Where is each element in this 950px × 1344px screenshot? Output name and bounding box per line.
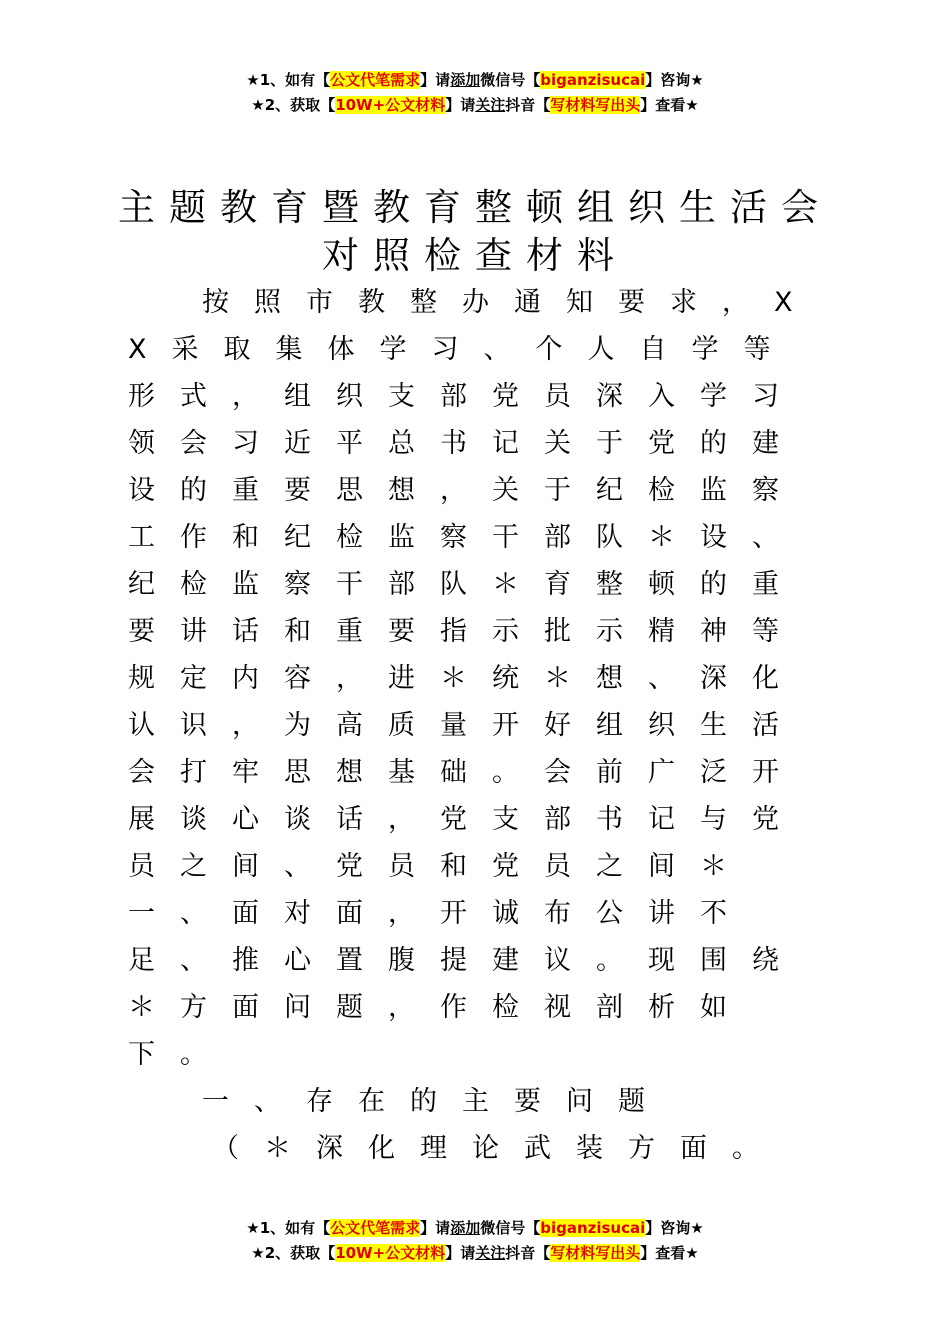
section-heading: 一、存在的主要问题	[202, 1086, 670, 1117]
banner-text: 】请	[420, 71, 451, 89]
footer-banner	[0, 1216, 950, 1266]
highlight-text: 公文代笔需求	[330, 71, 421, 89]
underlined-text: 关注	[475, 1244, 506, 1262]
subsection-heading: （＊深化理论武装方面。	[212, 1133, 784, 1164]
document-title-line-2: 对照检查材料	[322, 234, 628, 277]
banner-text: 微信号【	[480, 71, 541, 89]
banner-text: 】请	[445, 1244, 476, 1262]
underlined-text: 添加	[450, 1219, 481, 1237]
highlight-text: 10W+公文材料	[335, 1244, 446, 1262]
banner-text: 】咨询★	[645, 1219, 704, 1237]
highlight-text: 写材料写出头	[550, 96, 641, 114]
banner-line-2	[0, 1241, 950, 1266]
banner-text: 抖音【	[505, 96, 551, 114]
underlined-text: 添加	[450, 71, 481, 89]
banner-text: 】咨询★	[645, 71, 704, 89]
header-banner	[0, 68, 950, 118]
banner-text: ★1、如有【	[246, 71, 331, 89]
body-paragraph: 按照市教整办通知要求，XX采取集体学习、个人自学等形式，组织支部党员深入学习领会习近平总书记关于党的建设的重要思想，关于纪检监察工作和纪检监察干部队＊设、纪检监察干部队＊育整顿的重要讲话和重要指示批示精神等规定内容，进＊统＊想、深化认识，为高质量开好组织生活会打牢思想基础。会前广泛开展谈心谈话，党支部书记与党员之间、党员和党员之间＊一、面对面，开诚布公讲不足、推心置腹提建议。现围绕＊方面问题，作检视剖析如下。	[128, 287, 818, 1070]
banner-text: 】请	[420, 1219, 451, 1237]
banner-text: 抖音【	[505, 1244, 551, 1262]
banner-text: ★2、获取【	[251, 1244, 336, 1262]
highlight-text: 10W+公文材料	[335, 96, 446, 114]
banner-line-1	[0, 1216, 950, 1241]
document-body	[128, 279, 818, 1172]
banner-text: ★2、获取【	[251, 96, 336, 114]
banner-text: 】请	[445, 96, 476, 114]
highlight-text: 公文代笔需求	[330, 1219, 421, 1237]
banner-text: ★1、如有【	[246, 1219, 331, 1237]
banner-line-2	[0, 93, 950, 118]
banner-text: 微信号【	[480, 1219, 541, 1237]
underlined-text: 关注	[475, 96, 506, 114]
banner-text: 】查看★	[640, 1244, 699, 1262]
highlight-text: biganzisucai	[540, 1219, 646, 1237]
banner-text: 】查看★	[640, 96, 699, 114]
highlight-text: biganzisucai	[540, 71, 646, 89]
highlight-text: 写材料写出头	[550, 1244, 641, 1262]
document-title-line-1: 主题教育暨教育整顿组织生活会	[118, 186, 832, 229]
banner-line-1	[0, 68, 950, 93]
